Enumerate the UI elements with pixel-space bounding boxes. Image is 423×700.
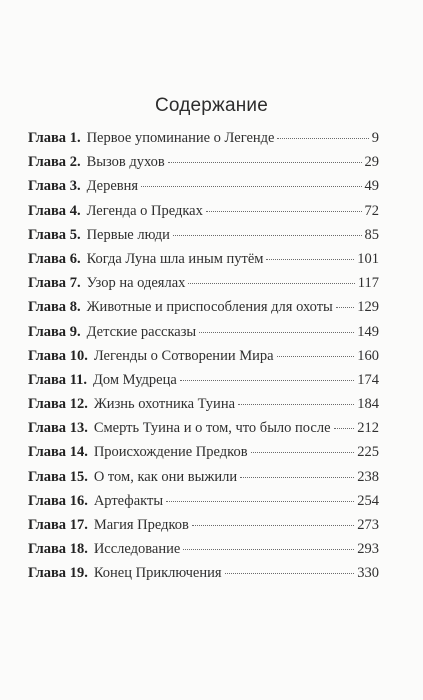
chapter-label: Глава [28, 130, 67, 146]
chapter-number: 3. [69, 178, 81, 195]
chapter-label: Глава [28, 420, 67, 437]
chapter-title: Магия Предков [93, 517, 189, 533]
chapter-title: Исследование [93, 541, 181, 558]
chapter-label: Глава [28, 444, 67, 461]
dot-leader [251, 452, 355, 453]
chapter-label: Глава [28, 154, 67, 171]
chapter-number: 7. [69, 275, 81, 292]
toc-entry [28, 203, 379, 227]
dot-leader [334, 428, 355, 429]
dot-leader [141, 186, 361, 187]
toc-entry [28, 444, 379, 468]
chapter-label: Глава [28, 565, 67, 582]
dot-leader [238, 404, 354, 405]
toc-entry [28, 493, 379, 517]
chapter-number: 2. [69, 154, 81, 171]
chapter-title: Первые люди [86, 226, 170, 243]
dot-leader [336, 307, 354, 308]
chapter-number: 15. [69, 468, 88, 485]
page-number: 9 [371, 130, 379, 146]
chapter-title: Смерть Туина и о том, что было после [93, 420, 331, 437]
toc-list [28, 130, 379, 590]
chapter-label: Глава [28, 275, 67, 292]
chapter-label: Глава [28, 250, 67, 267]
dot-leader [277, 356, 355, 357]
chapter-number: 10. [69, 347, 88, 364]
chapter-number: 16. [69, 492, 88, 509]
toc-entry [28, 517, 379, 541]
page-number: 72 [364, 202, 379, 219]
page-number: 49 [364, 178, 379, 195]
chapter-label: Глава [28, 396, 67, 413]
dot-leader [166, 501, 354, 502]
page-number: 273 [357, 517, 379, 533]
dot-leader [266, 259, 354, 260]
chapter-number: 6. [69, 250, 81, 267]
dot-leader [206, 211, 362, 212]
chapter-number: 14. [69, 444, 88, 461]
chapter-title: Детские рассказы [86, 323, 197, 340]
chapter-label: Глава [28, 517, 67, 533]
dot-leader [225, 573, 355, 574]
chapter-title: Легенды о Сотворении Мира [93, 347, 274, 364]
page-number: 117 [357, 275, 379, 292]
page-number: 29 [364, 154, 379, 171]
chapter-number: 13. [69, 420, 88, 437]
toc-entry [28, 541, 379, 565]
page-number: 293 [357, 541, 379, 558]
chapter-label: Глава [28, 541, 67, 558]
toc-entry [28, 178, 379, 202]
page-number: 184 [357, 396, 379, 413]
chapter-number: 4. [69, 202, 81, 219]
chapter-number: 19. [69, 565, 88, 582]
toc-title: Содержание [154, 95, 269, 116]
chapter-title: Происхождение Предков [93, 444, 248, 461]
chapter-title: Вызов духов [86, 154, 165, 171]
chapter-title: Когда Луна шла иным путём [86, 250, 264, 267]
chapter-label: Глава [28, 202, 67, 219]
toc-entry [28, 396, 379, 420]
toc-entry [28, 299, 379, 323]
chapter-title: Животные и приспособления для охоты [86, 299, 333, 316]
chapter-title: Жизнь охотника Туина [93, 396, 236, 413]
page-number: 330 [357, 565, 379, 582]
chapter-number: 11. [69, 371, 88, 388]
dot-leader [192, 525, 354, 526]
dot-leader [277, 138, 368, 139]
toc-entry [28, 130, 379, 154]
dot-leader [240, 477, 354, 478]
chapter-title: Дом Мудреца [93, 371, 177, 388]
page-number: 85 [364, 226, 379, 243]
chapter-title: Артефакты [93, 492, 164, 509]
dot-leader [188, 283, 354, 284]
page-number: 129 [357, 299, 379, 316]
toc-entry [28, 372, 379, 396]
chapter-number: 9. [69, 323, 81, 340]
page-number: 174 [357, 371, 379, 388]
chapter-title: Конец Приключения [93, 565, 222, 582]
chapter-title: Первое упоминание о Легенде [86, 130, 275, 146]
chapter-number: 17. [69, 517, 88, 533]
chapter-title: О том, как они выжили [93, 468, 238, 485]
toc-entry [28, 251, 379, 275]
page-number: 254 [357, 492, 379, 509]
chapter-number: 5. [69, 226, 81, 243]
chapter-label: Глава [28, 492, 67, 509]
toc-entry [28, 348, 379, 372]
toc-entry [28, 154, 379, 178]
toc-entry [28, 275, 379, 299]
chapter-title: Легенда о Предках [86, 202, 203, 219]
chapter-label: Глава [28, 226, 67, 243]
chapter-label: Глава [28, 299, 67, 316]
chapter-number: 18. [69, 541, 88, 558]
dot-leader [199, 332, 354, 333]
chapter-title: Узор на одеялах [86, 275, 186, 292]
page-number: 101 [357, 250, 379, 267]
dot-leader [183, 549, 354, 550]
chapter-label: Глава [28, 323, 67, 340]
page-number: 160 [357, 347, 379, 364]
chapter-number: 1. [69, 130, 81, 146]
dot-leader [168, 162, 362, 163]
chapter-title: Деревня [86, 178, 139, 195]
chapter-number: 12. [69, 396, 88, 413]
chapter-label: Глава [28, 178, 67, 195]
toc-entry [28, 469, 379, 493]
page-number: 149 [357, 323, 379, 340]
toc-entry [28, 420, 379, 444]
chapter-label: Глава [28, 347, 67, 364]
toc-entry [28, 565, 379, 589]
dot-leader [173, 235, 362, 236]
dot-leader [180, 380, 354, 381]
page-number: 212 [357, 420, 379, 437]
chapter-label: Глава [28, 468, 67, 485]
page-number: 238 [357, 468, 379, 485]
page-number: 225 [357, 444, 379, 461]
chapter-number: 8. [69, 299, 81, 316]
toc-entry [28, 324, 379, 348]
toc-entry [28, 227, 379, 251]
chapter-label: Глава [28, 371, 67, 388]
